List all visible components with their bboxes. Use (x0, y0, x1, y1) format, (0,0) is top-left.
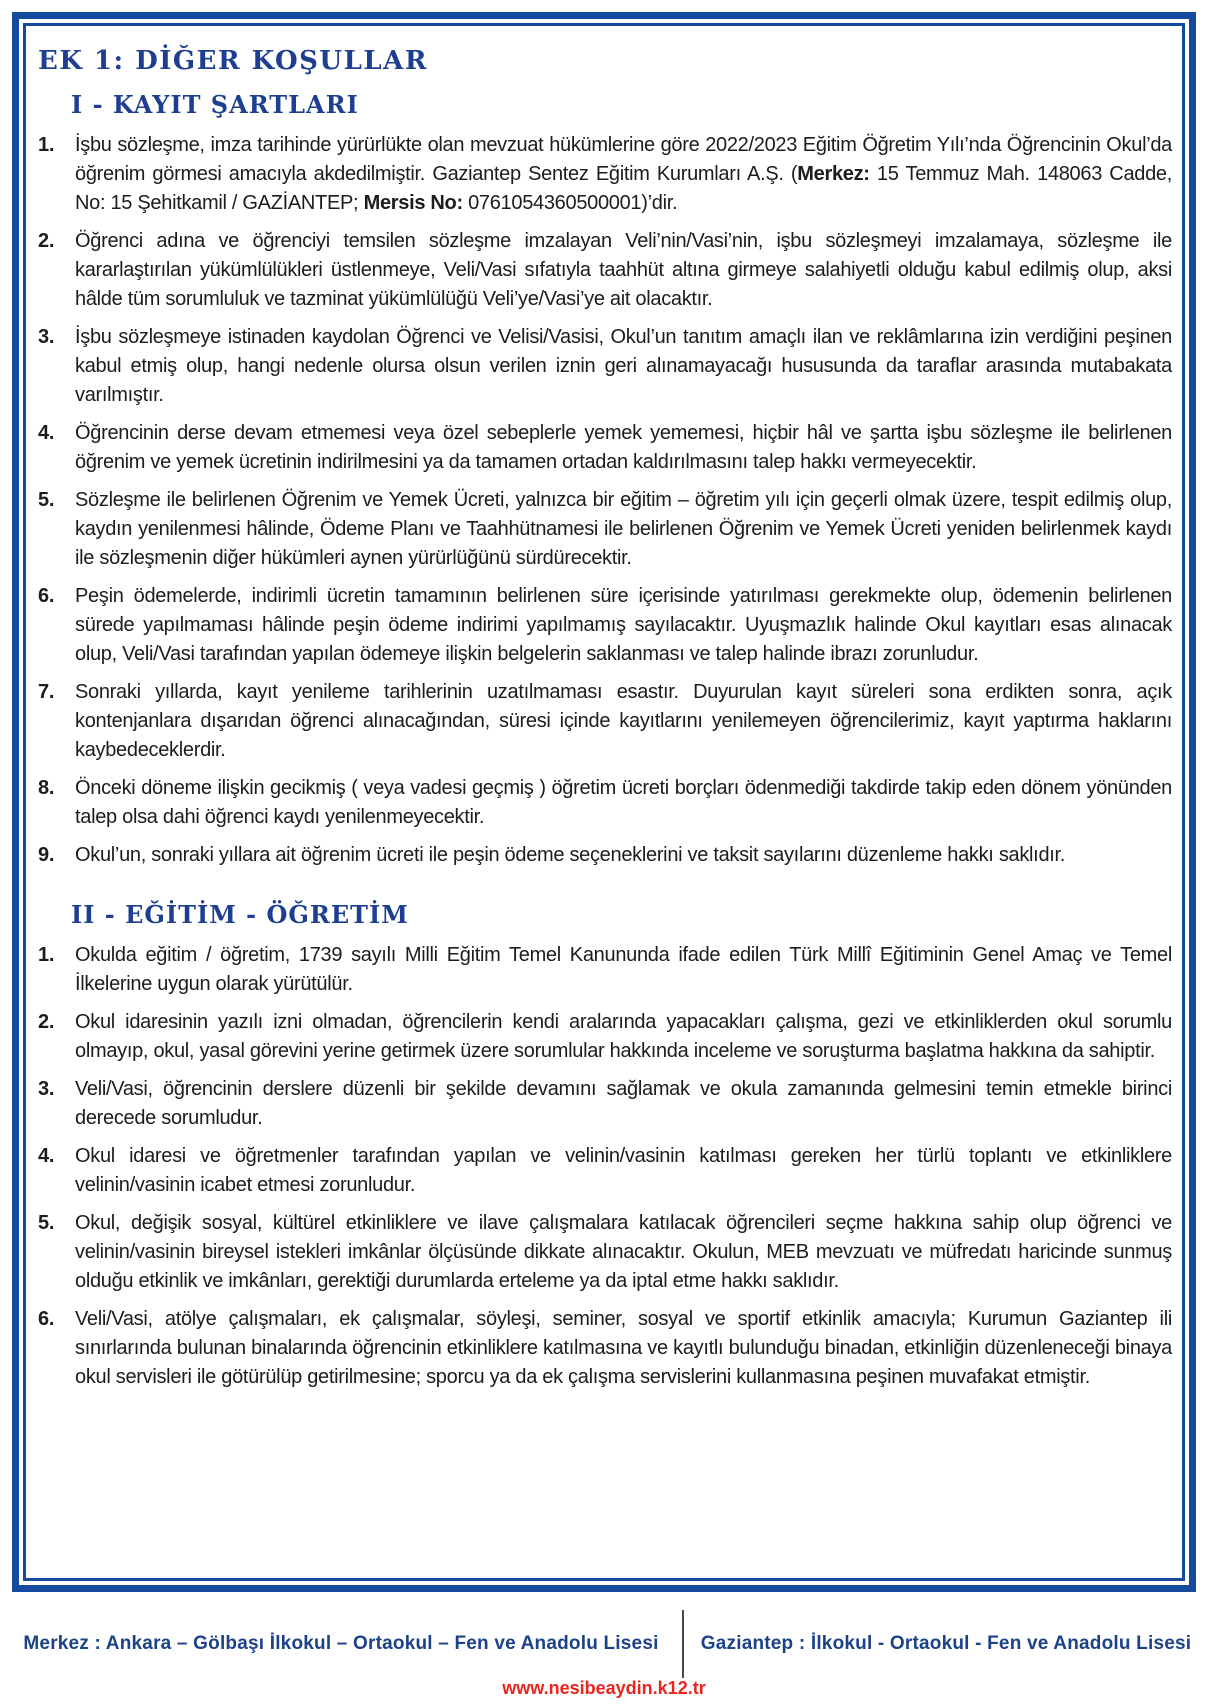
list-item (38, 1209, 1172, 1296)
item-number: 3. (38, 326, 55, 348)
list-item (38, 323, 1172, 410)
list-item (38, 582, 1172, 669)
website-url: www.nesibeaydin.k12.tr (502, 1678, 706, 1698)
item-number: 5. (38, 1212, 55, 1234)
item-text: Sonraki yıllarda, kayıt yenileme tarihlerinin uzatılmaması esastır. Duyurulan kayıt süreleri sona erdikten sonra, açık kontenjanlara dışarıdan öğrenci alınacağından, süresi içinde kayıtlarını yenilemeyen öğrencilerimiz, kayıt yaptırma haklarını kaybedeceklerdir. (75, 681, 1172, 761)
item-number: 9. (38, 844, 55, 866)
section-heading: I - KAYIT ŞARTLARI (71, 90, 359, 119)
item-number: 3. (38, 1078, 55, 1100)
item-text: Okulda eğitim / öğretim, 1739 sayılı Milli Eğitim Temel Kanununda ifade edilen Türk Millî Eğitiminin Genel Amaç ve Temel İlkelerine uygun olarak yürütülür. (75, 944, 1172, 995)
list-item (38, 419, 1172, 477)
list-item (38, 227, 1172, 314)
list-item (38, 841, 1172, 870)
item-number: 8. (38, 777, 55, 799)
item-text: Önceki döneme ilişkin gecikmiş ( veya vadesi geçmiş ) öğretim ücreti borçları ödenmediği takdirde takip eden dönem yönünden talep olsa dahi öğrenci kaydı yenilenmeyecektir. (75, 777, 1172, 828)
item-text: Okul’un, sonraki yıllara ait öğrenim ücreti ile peşin ödeme seçeneklerini ve taksit sayılarını düzenleme hakkı saklıdır. (75, 844, 1066, 866)
list-item (38, 486, 1172, 573)
item-number: 5. (38, 489, 55, 511)
item-text: Okul idaresi ve öğretmenler tarafından yapılan ve velinin/vasinin katılması gereken her türlü toplantı ve etkinliklere velinin/vasinin icabet etmesi zorunludur. (75, 1145, 1172, 1196)
footer-campus-merkez: Merkez : Ankara – Gölbaşı İlkokul – Ortaokul – Fen ve Anadolu Lisesi (23, 1633, 659, 1654)
item-number: 2. (38, 1011, 55, 1033)
document-content-area (23, 23, 1185, 1581)
footer (0, 1608, 1208, 1680)
item-number: 6. (38, 1308, 55, 1330)
item-number: 6. (38, 585, 55, 607)
item-number: 1. (38, 944, 55, 966)
list-item (38, 941, 1172, 999)
item-number: 4. (38, 1145, 55, 1167)
item-text: Okul idaresinin yazılı izni olmadan, öğrencilerin kendi aralarında yapacakları çalışma, gezi ve etkinliklerden okul sorumlu olmayıp, okul, yasal görevini yerine getirmek üzere sorumlular hakkında inceleme ve soruşturma başlatma hakkına da sahiptir. (75, 1011, 1172, 1062)
item-number: 7. (38, 681, 55, 703)
list-item (38, 1142, 1172, 1200)
document-border-frame (12, 12, 1196, 1592)
sections (38, 90, 1172, 1392)
list-item (38, 678, 1172, 765)
item-text: İşbu sözleşme, imza tarihinde yürürlükte olan mevzuat hükümlerine göre 2022/2023 Eğitim Öğretim Yılı’nda Öğrencinin Okul’da öğrenim görmesi amacıyla akdedilmiştir. Gaziantep Sentez Eğitim Kurumları A.Ş. (Merkez: 15 Temmuz Mah. 148063 Cadde, No: 15 Şehitkamil / GAZİANTEP; Mersis No: 0761054360500001)’dir. (75, 134, 1172, 214)
list-item (38, 131, 1172, 218)
item-text: Öğrencinin derse devam etmemesi veya özel sebeplerle yemek yememesi, hiçbir hâl ve şartta işbu sözleşme ile belirlenen öğrenim ve yemek ücretinin indirilmesini ya da tamamen ortadan kaldırılmasını talep hakkı vermeyecektir. (75, 422, 1172, 473)
item-number: 2. (38, 230, 55, 252)
list-item (38, 1075, 1172, 1133)
item-text: Öğrenci adına ve öğrenciyi temsilen sözleşme imzalayan Veli’nin/Vasi’nin, işbu sözleşmeyi imzalamaya, sözleşme ile kararlaştırılan yükümlülükleri üstlenmeye, Veli/Vasi sıfatıyla taahhüt altına girmeye salahiyetli olduğu kabul edilmiş olup, aksi hâlde tüm sorumluluk ve tazminat yükümlülüğü Veli’ye/Vasi’ye ait olacaktır. (75, 230, 1172, 310)
item-number: 4. (38, 422, 55, 444)
list-item (38, 1008, 1172, 1066)
item-text: Veli/Vasi, öğrencinin derslere düzenli bir şekilde devamını sağlamak ve okula zamanında gelmesini temin etmekle birinci derecede sorumludur. (75, 1078, 1172, 1129)
item-text: Veli/Vasi, atölye çalışmaları, ek çalışmalar, söyleşi, seminer, sosyal ve sportif etkinlik amacıyla; Kurumun Gaziantep ili sınırlarında bulunan binalarında öğrencinin etkinliklere katılmasına ve kayıtlı bulunduğu binadan, etkinliğin düzenleneceği binaya okul servisleri ile götürülüp getirilmesine; sporcu ya da ek çalışma servislerini kullanmasına peşinen muvafakat etmiştir. (75, 1308, 1172, 1388)
item-text: Okul, değişik sosyal, kültürel etkinliklere ve ilave çalışmalara katılacak öğrencileri seçme hakkına sahip olup öğrenci ve velinin/vasinin bireysel istekleri imkânlar ölçüsünde dikkate alınacaktır. Okulun, MEB mevzuatı ve müfredatı haricinde sunmuş olduğu etkinlik ve imkânları, gerektiği durumlarda erteleme ya da iptal etme hakkı saklıdır. (75, 1212, 1172, 1292)
footer-campus-gaziantep: Gaziantep : İlkokul - Ortaokul - Fen ve Anadolu Lisesi (700, 1633, 1192, 1654)
item-number: 1. (38, 134, 55, 156)
item-text: İşbu sözleşmeye istinaden kaydolan Öğrenci ve Velisi/Vasisi, Okul’un tanıtım amaçlı ilan ve reklâmlarına izin verdiğini peşinen kabul etmiş olup, hangi nedenle olursa olsun verilen iznin geri alınamayacağı hususunda da taraflar arasında mutabakata varılmıştır. (75, 326, 1172, 406)
list-item (38, 1305, 1172, 1392)
item-text: Peşin ödemelerde, indirimli ücretin tamamının belirlenen süre içerisinde yatırılması gerekmekte olup, ödemenin belirlenen sürede yapılmaması hâlinde peşin ödeme indirimi yapılmamış sayılacaktır. Uyuşmazlık halinde Okul kayıtları esas alınacak olup, Veli/Vasi tarafından yapılan ödemeye ilişkin belgelerin saklanması ve talep halinde ibrazı zorunludur. (75, 585, 1172, 665)
item-text: Sözleşme ile belirlenen Öğrenim ve Yemek Ücreti, yalnızca bir eğitim – öğretim yılı için geçerli olmak üzere, tespit edilmiş olup, kaydın yenilenmesi hâlinde, Ödeme Planı ve Taahhütnamesi ile belirlenen Öğrenim ve Yemek Ücreti yeniden belirlenmek kaydı ile sözleşmenin diğer hükümleri aynen yürürlüğünü sürdürecektir. (75, 489, 1172, 569)
list-item (38, 774, 1172, 832)
page-title: EK 1: DİĞER KOŞULLAR (38, 46, 428, 76)
section-heading: II - EĞİTİM - ÖĞRETİM (71, 900, 409, 929)
